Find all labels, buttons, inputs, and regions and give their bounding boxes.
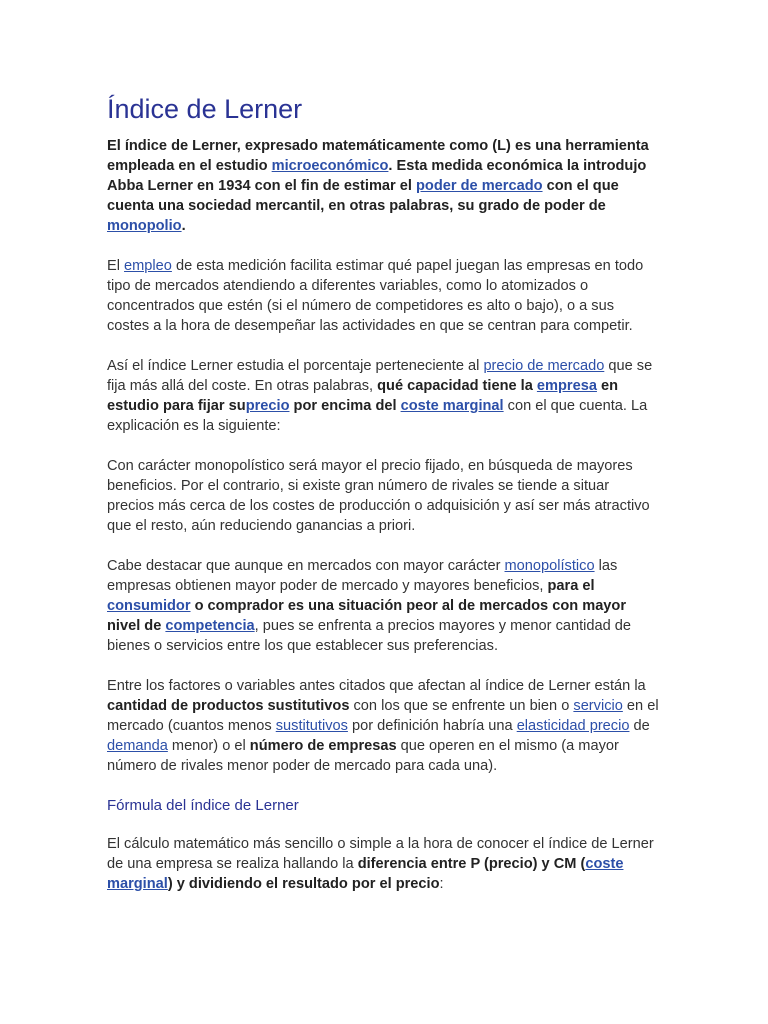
article	[107, 92, 659, 914]
link-microeconomico[interactable]: microeconómico	[271, 158, 389, 174]
paragraph-monopolistico	[107, 556, 659, 656]
link-demanda[interactable]: demanda	[107, 738, 168, 754]
text: , pues se enfrenta a precios mayores y menor cantidad de bienes o servicios entre los que establecer sus preferencias.	[107, 618, 632, 654]
text: :	[439, 876, 444, 892]
paragraph-empleo	[107, 256, 659, 336]
text: Así el índice Lerner estudia el porcentaje perteneciente al	[107, 358, 484, 374]
bold-text: ) y dividiendo el resultado por el precio	[167, 876, 440, 892]
bold-text: para el	[547, 578, 595, 594]
link-servicio[interactable]: servicio	[573, 698, 623, 714]
text: Entre los factores o variables antes citados que afectan al índice de Lerner están la	[107, 678, 646, 694]
link-elasticidad-precio[interactable]: elasticidad precio	[516, 718, 630, 734]
intro-paragraph	[107, 136, 659, 236]
text: las empresas obtienen mayor poder de mercado y mayores beneficios,	[107, 558, 618, 594]
link-poder-de-mercado[interactable]: poder de mercado	[416, 178, 543, 194]
text: El cálculo matemático más sencillo o simple a la hora de conocer el índice de Lerner de una empresa se realiza hallando la	[107, 836, 654, 872]
bold-text: cantidad de productos sustitutivos	[107, 698, 350, 714]
bold-text: número de empresas	[249, 738, 397, 754]
text: por definición habría una	[347, 718, 517, 734]
link-coste-marginal[interactable]: coste marginal	[400, 398, 504, 414]
link-precio-de-mercado[interactable]: precio de mercado	[483, 358, 605, 374]
link-precio[interactable]: precio	[245, 398, 290, 414]
bold-text: diferencia entre P (precio) y CM (	[357, 856, 586, 872]
paragraph-factores	[107, 676, 659, 776]
text: El índice de Lerner, expresado matemáticamente como (L) es una herramienta empleada en el estudio	[107, 138, 649, 174]
text: . Esta medida económica la introdujo Abba Lerner en 1934 con el fin de estimar el	[107, 158, 647, 194]
link-competencia[interactable]: competencia	[165, 618, 255, 634]
link-monopolio[interactable]: monopolio	[107, 218, 182, 234]
text: con el que cuenta una sociedad mercantil, en otras palabras, su grado de poder de	[107, 178, 619, 214]
link-coste-marginal-2[interactable]: coste marginal	[107, 856, 624, 892]
section-heading-formula: Fórmula del índice de Lerner	[107, 797, 299, 814]
page-title: Índice de Lerner	[107, 94, 303, 124]
text: que se fija más allá del coste. En otras palabras,	[107, 358, 653, 394]
link-empresa[interactable]: empresa	[536, 378, 597, 394]
text: Cabe destacar que aunque en mercados con mayor carácter	[107, 558, 505, 574]
text: menor) o el	[167, 738, 250, 754]
paragraph-explicacion: Con carácter monopolístico será mayor el precio fijado, en búsqueda de mayores beneficios. Por el contrario, si existe gran número de rivales se tiende a situar precios más cerca de los costes de producción o adquisición y así ser más atractivo que el resto, aún reduciendo ganancias a priori.	[107, 458, 650, 534]
text: El	[107, 258, 125, 274]
link-empleo[interactable]: empleo	[124, 258, 172, 274]
text: con el que cuenta. La explicación es la siguiente:	[107, 398, 648, 434]
text: de	[629, 718, 650, 734]
bold-text: por encima del	[289, 398, 401, 414]
paragraph-precio	[107, 356, 659, 436]
bold-text: en estudio para fijar su	[107, 378, 619, 414]
text: de esta medición facilita estimar qué papel juegan las empresas en todo tipo de mercados atendiendo a diferentes variables, como lo atomizados o concentrados que estén (si el número de competidores es alto o bajo), o a sus costes a la hora de desempeñar las actividades en que se centran para competir.	[107, 258, 644, 334]
paragraph-formula	[107, 834, 659, 894]
link-monopolistico[interactable]: monopolístico	[504, 558, 595, 574]
link-sustitutivos[interactable]: sustitutivos	[275, 718, 348, 734]
bold-text: o comprador es una situación peor al de mercados con mayor nivel de	[107, 598, 627, 634]
text: en el mercado (cuantos menos	[107, 698, 659, 734]
link-consumidor[interactable]: consumidor	[107, 598, 191, 614]
text: con los que se enfrente un bien o	[349, 698, 574, 714]
text: .	[181, 218, 186, 234]
bold-text: qué capacidad tiene la	[377, 378, 537, 394]
text: que operen en el mismo (a mayor número de rivales menor poder de mercado para cada una).	[107, 738, 619, 774]
